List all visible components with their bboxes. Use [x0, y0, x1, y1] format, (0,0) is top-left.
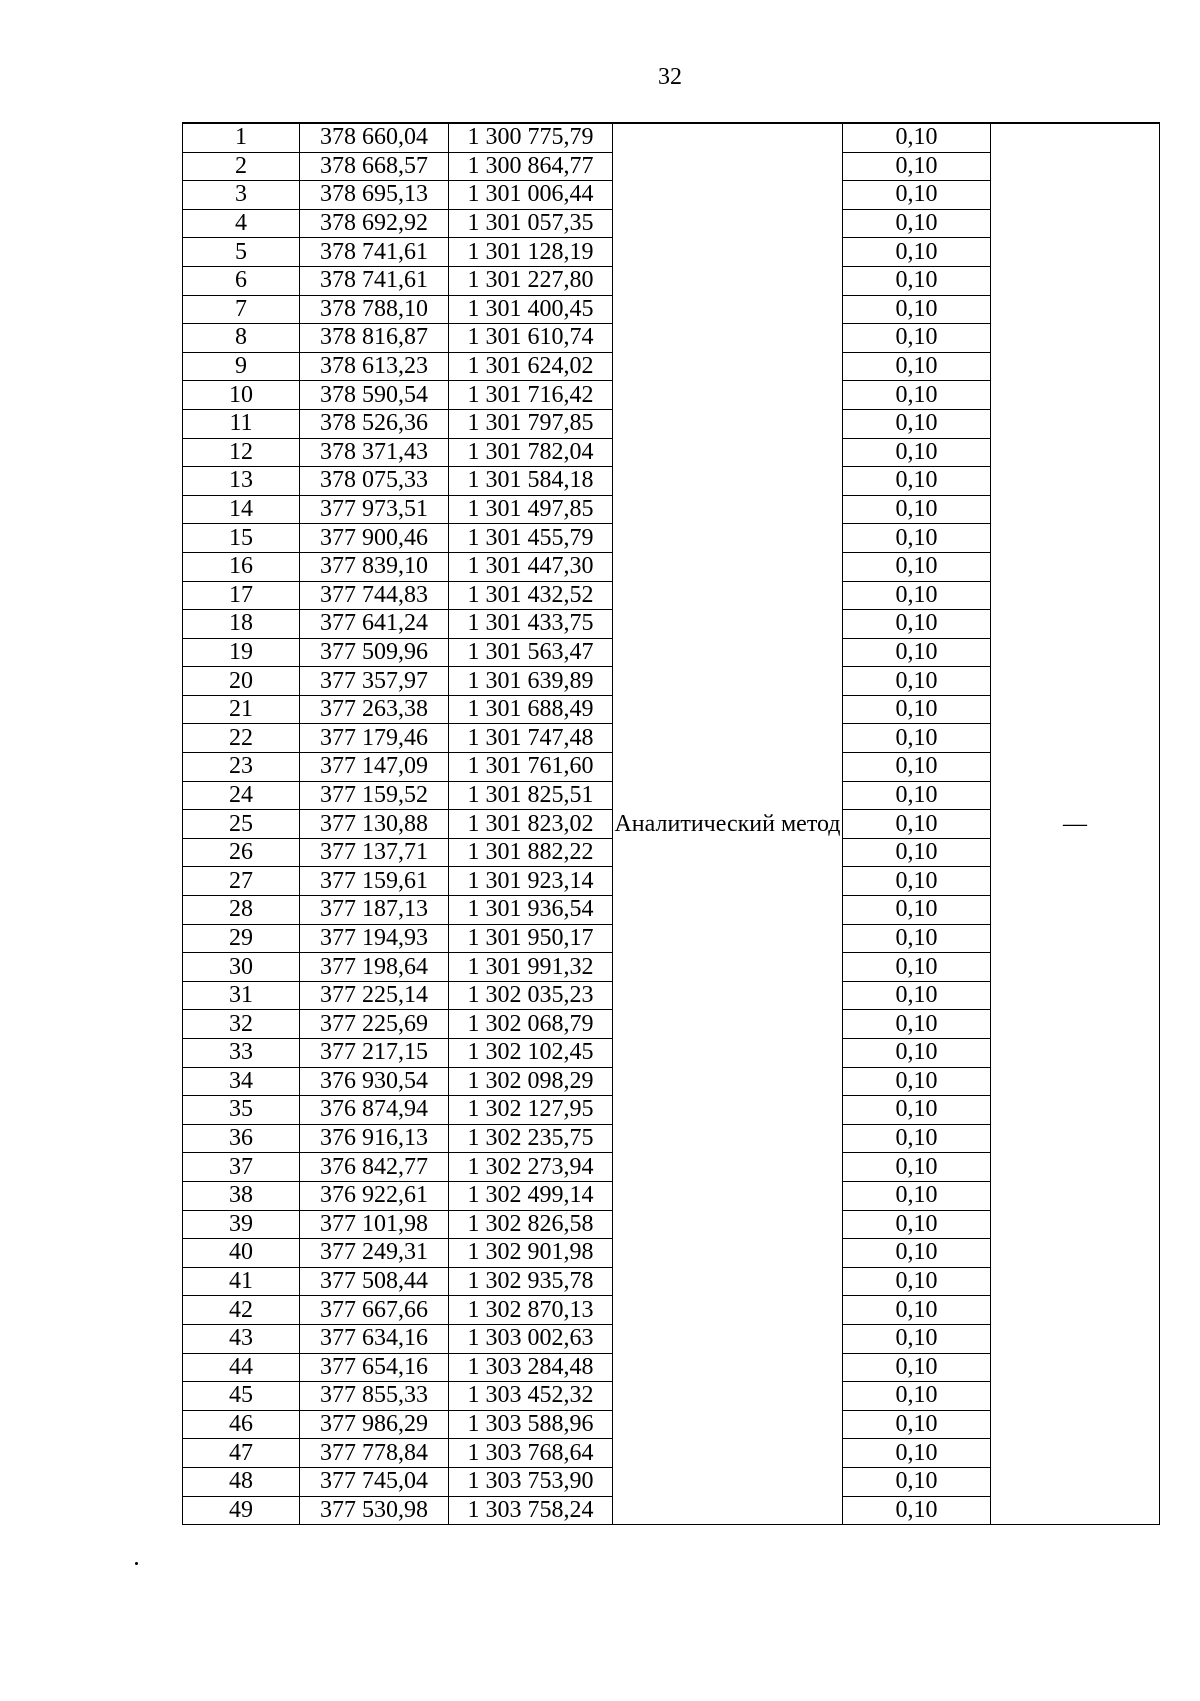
point-number-cell: 32 [183, 1010, 300, 1039]
y-coordinate-cell: 1 301 639,89 [449, 667, 613, 696]
x-coordinate-cell: 377 973,51 [300, 495, 449, 524]
x-coordinate-cell: 376 916,13 [300, 1124, 449, 1153]
x-coordinate-cell: 377 179,46 [300, 724, 449, 753]
x-coordinate-cell: 377 530,98 [300, 1496, 449, 1525]
y-coordinate-cell: 1 302 102,45 [449, 1039, 613, 1068]
y-coordinate-cell: 1 301 782,04 [449, 438, 613, 467]
point-number-cell: 40 [183, 1239, 300, 1268]
x-coordinate-cell: 377 159,52 [300, 781, 449, 810]
x-coordinate-cell: 377 194,93 [300, 924, 449, 953]
point-number-cell: 14 [183, 495, 300, 524]
accuracy-cell: 0,10 [843, 1296, 991, 1325]
x-coordinate-cell: 377 654,16 [300, 1353, 449, 1382]
y-coordinate-cell: 1 302 035,23 [449, 981, 613, 1010]
point-number-cell: 17 [183, 581, 300, 610]
accuracy-cell: 0,10 [843, 1010, 991, 1039]
accuracy-cell: 0,10 [843, 867, 991, 896]
point-number-cell: 43 [183, 1324, 300, 1353]
stray-mark [135, 1562, 138, 1565]
point-number-cell: 26 [183, 838, 300, 867]
y-coordinate-cell: 1 302 935,78 [449, 1267, 613, 1296]
point-number-cell: 44 [183, 1353, 300, 1382]
point-number-cell: 35 [183, 1096, 300, 1125]
x-coordinate-cell: 378 371,43 [300, 438, 449, 467]
y-coordinate-cell: 1 301 447,30 [449, 552, 613, 581]
point-number-cell: 20 [183, 667, 300, 696]
y-coordinate-cell: 1 302 235,75 [449, 1124, 613, 1153]
accuracy-cell: 0,10 [843, 610, 991, 639]
y-coordinate-cell: 1 301 882,22 [449, 838, 613, 867]
x-coordinate-cell: 377 667,66 [300, 1296, 449, 1325]
y-coordinate-cell: 1 303 768,64 [449, 1439, 613, 1468]
x-coordinate-cell: 377 263,38 [300, 695, 449, 724]
x-coordinate-cell: 378 075,33 [300, 467, 449, 496]
accuracy-cell: 0,10 [843, 953, 991, 982]
y-coordinate-cell: 1 301 624,02 [449, 352, 613, 381]
accuracy-cell: 0,10 [843, 1439, 991, 1468]
point-number-cell: 31 [183, 981, 300, 1010]
x-coordinate-cell: 378 816,87 [300, 324, 449, 353]
y-coordinate-cell: 1 303 002,63 [449, 1324, 613, 1353]
point-number-cell: 37 [183, 1153, 300, 1182]
x-coordinate-cell: 377 641,24 [300, 610, 449, 639]
x-coordinate-cell: 378 660,04 [300, 123, 449, 152]
dash-cell: — [991, 123, 1160, 1525]
x-coordinate-cell: 377 130,88 [300, 810, 449, 839]
accuracy-cell: 0,10 [843, 238, 991, 267]
y-coordinate-cell: 1 302 499,14 [449, 1181, 613, 1210]
accuracy-cell: 0,10 [843, 409, 991, 438]
point-number-cell: 2 [183, 152, 300, 181]
accuracy-cell: 0,10 [843, 924, 991, 953]
point-number-cell: 30 [183, 953, 300, 982]
y-coordinate-cell: 1 301 747,48 [449, 724, 613, 753]
point-number-cell: 38 [183, 1181, 300, 1210]
x-coordinate-cell: 376 922,61 [300, 1181, 449, 1210]
x-coordinate-cell: 378 788,10 [300, 295, 449, 324]
accuracy-cell: 0,10 [843, 438, 991, 467]
point-number-cell: 27 [183, 867, 300, 896]
x-coordinate-cell: 378 741,61 [300, 266, 449, 295]
x-coordinate-cell: 377 634,16 [300, 1324, 449, 1353]
accuracy-cell: 0,10 [843, 667, 991, 696]
y-coordinate-cell: 1 301 128,19 [449, 238, 613, 267]
x-coordinate-cell: 377 839,10 [300, 552, 449, 581]
y-coordinate-cell: 1 301 991,32 [449, 953, 613, 982]
accuracy-cell: 0,10 [843, 581, 991, 610]
x-coordinate-cell: 376 842,77 [300, 1153, 449, 1182]
accuracy-cell: 0,10 [843, 209, 991, 238]
x-coordinate-cell: 377 137,71 [300, 838, 449, 867]
point-number-cell: 45 [183, 1382, 300, 1411]
accuracy-cell: 0,10 [843, 295, 991, 324]
y-coordinate-cell: 1 302 068,79 [449, 1010, 613, 1039]
accuracy-cell: 0,10 [843, 1067, 991, 1096]
y-coordinate-cell: 1 301 057,35 [449, 209, 613, 238]
y-coordinate-cell: 1 301 688,49 [449, 695, 613, 724]
accuracy-cell: 0,10 [843, 1039, 991, 1068]
point-number-cell: 22 [183, 724, 300, 753]
y-coordinate-cell: 1 301 400,45 [449, 295, 613, 324]
x-coordinate-cell: 377 900,46 [300, 524, 449, 553]
point-number-cell: 42 [183, 1296, 300, 1325]
page-number: 32 [658, 64, 682, 90]
accuracy-cell: 0,10 [843, 181, 991, 210]
table-row [183, 123, 1160, 152]
point-number-cell: 4 [183, 209, 300, 238]
y-coordinate-cell: 1 303 588,96 [449, 1410, 613, 1439]
accuracy-cell: 0,10 [843, 1096, 991, 1125]
x-coordinate-cell: 377 855,33 [300, 1382, 449, 1411]
accuracy-cell: 0,10 [843, 495, 991, 524]
accuracy-cell: 0,10 [843, 152, 991, 181]
x-coordinate-cell: 378 741,61 [300, 238, 449, 267]
y-coordinate-cell: 1 301 823,02 [449, 810, 613, 839]
x-coordinate-cell: 377 249,31 [300, 1239, 449, 1268]
accuracy-cell: 0,10 [843, 1210, 991, 1239]
x-coordinate-cell: 377 187,13 [300, 896, 449, 925]
point-number-cell: 23 [183, 753, 300, 782]
point-number-cell: 12 [183, 438, 300, 467]
accuracy-cell: 0,10 [843, 1410, 991, 1439]
accuracy-cell: 0,10 [843, 753, 991, 782]
y-coordinate-cell: 1 301 936,54 [449, 896, 613, 925]
accuracy-cell: 0,10 [843, 724, 991, 753]
x-coordinate-cell: 377 225,14 [300, 981, 449, 1010]
accuracy-cell: 0,10 [843, 524, 991, 553]
accuracy-cell: 0,10 [843, 1267, 991, 1296]
y-coordinate-cell: 1 301 923,14 [449, 867, 613, 896]
accuracy-cell: 0,10 [843, 467, 991, 496]
method-cell: Аналитический метод [613, 123, 843, 1525]
point-number-cell: 25 [183, 810, 300, 839]
accuracy-cell: 0,10 [843, 1239, 991, 1268]
point-number-cell: 9 [183, 352, 300, 381]
accuracy-cell: 0,10 [843, 1382, 991, 1411]
x-coordinate-cell: 376 874,94 [300, 1096, 449, 1125]
point-number-cell: 36 [183, 1124, 300, 1153]
x-coordinate-cell: 378 613,23 [300, 352, 449, 381]
x-coordinate-cell: 377 744,83 [300, 581, 449, 610]
y-coordinate-cell: 1 301 825,51 [449, 781, 613, 810]
y-coordinate-cell: 1 303 452,32 [449, 1382, 613, 1411]
point-number-cell: 7 [183, 295, 300, 324]
x-coordinate-cell: 377 509,96 [300, 638, 449, 667]
point-number-cell: 24 [183, 781, 300, 810]
y-coordinate-cell: 1 301 716,42 [449, 381, 613, 410]
y-coordinate-cell: 1 302 098,29 [449, 1067, 613, 1096]
point-number-cell: 6 [183, 266, 300, 295]
y-coordinate-cell: 1 301 761,60 [449, 753, 613, 782]
point-number-cell: 18 [183, 610, 300, 639]
y-coordinate-cell: 1 301 432,52 [449, 581, 613, 610]
accuracy-cell: 0,10 [843, 896, 991, 925]
x-coordinate-cell: 377 217,15 [300, 1039, 449, 1068]
x-coordinate-cell: 376 930,54 [300, 1067, 449, 1096]
x-coordinate-cell: 377 508,44 [300, 1267, 449, 1296]
accuracy-cell: 0,10 [843, 981, 991, 1010]
x-coordinate-cell: 377 778,84 [300, 1439, 449, 1468]
accuracy-cell: 0,10 [843, 123, 991, 152]
x-coordinate-cell: 377 101,98 [300, 1210, 449, 1239]
accuracy-cell: 0,10 [843, 352, 991, 381]
y-coordinate-cell: 1 302 273,94 [449, 1153, 613, 1182]
accuracy-cell: 0,10 [843, 266, 991, 295]
x-coordinate-cell: 378 668,57 [300, 152, 449, 181]
accuracy-cell: 0,10 [843, 1124, 991, 1153]
y-coordinate-cell: 1 302 870,13 [449, 1296, 613, 1325]
accuracy-cell: 0,10 [843, 381, 991, 410]
accuracy-cell: 0,10 [843, 1353, 991, 1382]
point-number-cell: 21 [183, 695, 300, 724]
y-coordinate-cell: 1 301 455,79 [449, 524, 613, 553]
y-coordinate-cell: 1 302 826,58 [449, 1210, 613, 1239]
y-coordinate-cell: 1 301 497,85 [449, 495, 613, 524]
point-number-cell: 29 [183, 924, 300, 953]
y-coordinate-cell: 1 301 610,74 [449, 324, 613, 353]
x-coordinate-cell: 377 745,04 [300, 1467, 449, 1496]
y-coordinate-cell: 1 301 433,75 [449, 610, 613, 639]
accuracy-cell: 0,10 [843, 781, 991, 810]
point-number-cell: 10 [183, 381, 300, 410]
x-coordinate-cell: 377 159,61 [300, 867, 449, 896]
accuracy-cell: 0,10 [843, 695, 991, 724]
accuracy-cell: 0,10 [843, 1181, 991, 1210]
x-coordinate-cell: 378 695,13 [300, 181, 449, 210]
y-coordinate-cell: 1 303 758,24 [449, 1496, 613, 1525]
x-coordinate-cell: 378 526,36 [300, 409, 449, 438]
accuracy-cell: 0,10 [843, 1324, 991, 1353]
y-coordinate-cell: 1 302 127,95 [449, 1096, 613, 1125]
y-coordinate-cell: 1 301 227,80 [449, 266, 613, 295]
y-coordinate-cell: 1 301 797,85 [449, 409, 613, 438]
accuracy-cell: 0,10 [843, 810, 991, 839]
y-coordinate-cell: 1 301 563,47 [449, 638, 613, 667]
x-coordinate-cell: 377 225,69 [300, 1010, 449, 1039]
point-number-cell: 28 [183, 896, 300, 925]
point-number-cell: 15 [183, 524, 300, 553]
point-number-cell: 49 [183, 1496, 300, 1525]
point-number-cell: 16 [183, 552, 300, 581]
y-coordinate-cell: 1 301 006,44 [449, 181, 613, 210]
accuracy-cell: 0,10 [843, 1153, 991, 1182]
table-body [183, 123, 1160, 1525]
point-number-cell: 46 [183, 1410, 300, 1439]
point-number-cell: 33 [183, 1039, 300, 1068]
y-coordinate-cell: 1 302 901,98 [449, 1239, 613, 1268]
y-coordinate-cell: 1 301 584,18 [449, 467, 613, 496]
point-number-cell: 19 [183, 638, 300, 667]
accuracy-cell: 0,10 [843, 324, 991, 353]
y-coordinate-cell: 1 300 775,79 [449, 123, 613, 152]
point-number-cell: 39 [183, 1210, 300, 1239]
point-number-cell: 48 [183, 1467, 300, 1496]
accuracy-cell: 0,10 [843, 838, 991, 867]
point-number-cell: 5 [183, 238, 300, 267]
point-number-cell: 34 [183, 1067, 300, 1096]
x-coordinate-cell: 377 357,97 [300, 667, 449, 696]
point-number-cell: 47 [183, 1439, 300, 1468]
coordinates-table [182, 122, 1160, 1525]
point-number-cell: 11 [183, 409, 300, 438]
accuracy-cell: 0,10 [843, 552, 991, 581]
point-number-cell: 41 [183, 1267, 300, 1296]
point-number-cell: 3 [183, 181, 300, 210]
x-coordinate-cell: 378 692,92 [300, 209, 449, 238]
point-number-cell: 8 [183, 324, 300, 353]
point-number-cell: 13 [183, 467, 300, 496]
accuracy-cell: 0,10 [843, 638, 991, 667]
point-number-cell: 1 [183, 123, 300, 152]
x-coordinate-cell: 377 147,09 [300, 753, 449, 782]
y-coordinate-cell: 1 300 864,77 [449, 152, 613, 181]
y-coordinate-cell: 1 301 950,17 [449, 924, 613, 953]
x-coordinate-cell: 377 198,64 [300, 953, 449, 982]
accuracy-cell: 0,10 [843, 1496, 991, 1525]
x-coordinate-cell: 377 986,29 [300, 1410, 449, 1439]
x-coordinate-cell: 378 590,54 [300, 381, 449, 410]
y-coordinate-cell: 1 303 753,90 [449, 1467, 613, 1496]
y-coordinate-cell: 1 303 284,48 [449, 1353, 613, 1382]
accuracy-cell: 0,10 [843, 1467, 991, 1496]
